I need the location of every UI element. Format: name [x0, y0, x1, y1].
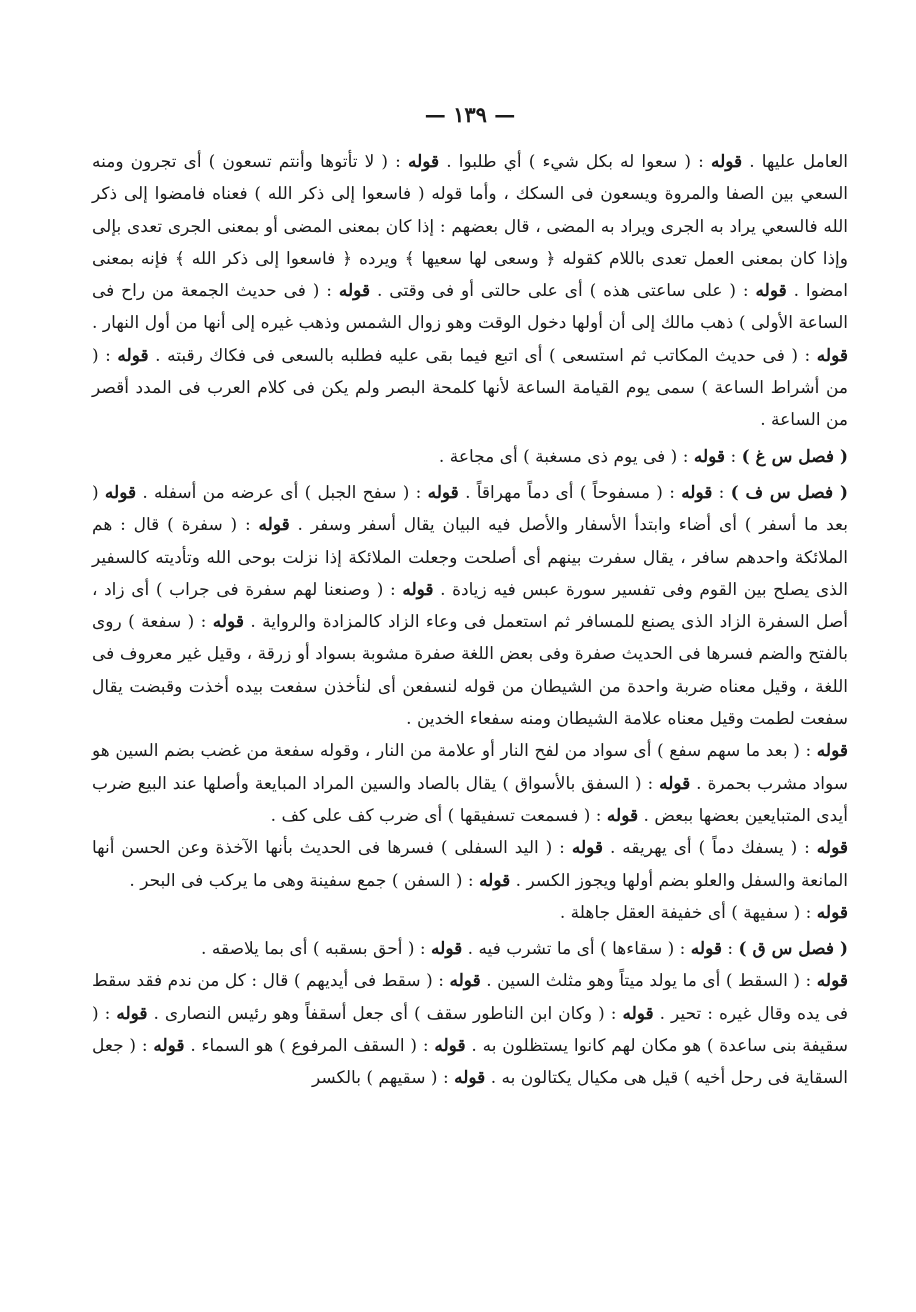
text-run: : ( سفيهة ) أى خفيفة العقل جاهلة . — [559, 902, 817, 923]
text-run: : ( سفرة ) قال : هم الملائكة واحدهم سافر ، يقال سفرت بينهم أى أصلحت وجعلت الملائكة إذا نزلت بوحى الله وتأديته كالسفير الذى يصلح بين القوم وفى تفسير سورة عبس فيه زيادة . — [92, 515, 848, 600]
keyword: ( فصل س ف ) — [730, 482, 848, 503]
keyword: قوله — [755, 281, 787, 302]
keyword: قوله — [681, 482, 713, 503]
text-run: : ( من أشراط الساعة ) سمى يوم القيامة الساعة لأنها كلمحة البصر ولم يكن فى كلام العرب فى المدد أقصر من الساعة . — [92, 345, 848, 431]
keyword: قوله — [431, 939, 463, 960]
text-run: : ( سقيهم ) بالكسر — [311, 1068, 455, 1089]
text-run: : ( السقف المرفوع ) هو السماء . — [184, 1036, 435, 1057]
keyword: قوله — [571, 838, 604, 859]
text-run: : — [722, 939, 739, 960]
text-run: : ( فى حديث المكاتب ثم استسعى ) أى اتبع فيما بقى عليه فطلبه بالسعى فى فكاك رقبته . — [148, 345, 817, 366]
text-run: : ( سقيفة بنى ساعدة ) هو مكان لهم كانوا يستظلون به . — [92, 1003, 848, 1057]
keyword: قوله — [816, 971, 848, 992]
keyword: قوله — [258, 515, 290, 536]
text-run: : ( وكان ابن الناطور سقف ) أى جعل أسقفاً وهو رئيس النصارى . — [147, 1003, 623, 1024]
body-text — [92, 146, 848, 1095]
text-run: : ( بعد ما سهم سفع ) أى سواد من لفح النار أو علامة من النار ، وقوله سفعة من غضب بضم السين هو سواد مشرب بحمرة . — [92, 741, 848, 794]
keyword: قوله — [427, 482, 459, 503]
paragraph — [92, 965, 848, 1094]
keyword: قوله — [449, 971, 481, 992]
text-run: العامل عليها . — [742, 152, 849, 172]
keyword: قوله — [116, 1003, 148, 1024]
text-run: ( بعد ما أسفر ) أى أضاء وابتدأ الأسفار والأصل فيه البيان يقال أسفر وسفر . — [92, 482, 848, 536]
text-run: : ( على ساعتى هذه ) أى على حالتى أو فى وقتى . — [370, 281, 756, 302]
text-run: : ( سقاءها ) أى ما تشرب فيه . — [462, 939, 691, 960]
keyword: قوله — [710, 152, 743, 172]
keyword: قوله — [104, 482, 137, 503]
keyword: قوله — [153, 1036, 185, 1057]
paragraph — [92, 477, 848, 735]
keyword: قوله — [816, 741, 848, 762]
keyword: قوله — [454, 1068, 486, 1089]
keyword: قوله — [816, 345, 848, 366]
text-run: : ( مسفوحاً ) أى دماً مهراقاً . — [458, 482, 682, 503]
text-run: : ( اليد السفلى ) فسرها فى الحديث بأنها الآخذة وعن الحسن أنها المانعة والسفل والعلو بضم أولها ويجوز الكسر . — [92, 838, 848, 891]
text-run: : ( جعل السقاية فى رحل أخيه ) قيل هى مكيال يكتالون به . — [92, 1036, 848, 1089]
keyword: قوله — [816, 902, 848, 923]
paragraph — [92, 735, 848, 832]
text-run: : ( السفن ) جمع سفينة وهى ما يركب فى البحر . — [129, 870, 480, 891]
keyword: قوله — [690, 939, 722, 960]
keyword: قوله — [693, 446, 726, 467]
paragraph — [92, 441, 848, 473]
keyword: قوله — [434, 1036, 466, 1057]
keyword: قوله — [117, 345, 149, 366]
keyword: قوله — [816, 838, 848, 859]
paragraph — [92, 897, 848, 929]
keyword: قوله — [479, 870, 511, 891]
keyword: قوله — [212, 612, 244, 633]
keyword: قوله — [407, 152, 440, 172]
text-run: : ( فى حديث الجمعة من راح فى الساعة الأولى ) ذهب مالك إلى أن أولها دخول الوقت وهو زوال الشمس وذهب غيره إلى أنها من أول النهار . — [92, 281, 848, 334]
paragraph — [92, 146, 848, 437]
text-run: : ( وصنعنا لهم سفرة فى جراب ) أى زاد ، أصل السفرة الزاد الذى يصنع للمسافر ثم استعمل فى وعاء الزاد كالمزادة والرواية . — [92, 579, 848, 633]
page-number: — ١٣٩ — — [424, 102, 516, 127]
paragraph — [92, 832, 848, 897]
keyword: قوله — [622, 1003, 654, 1024]
text-run: : ( سفعة ) روى بالفتح والضم فسرها فى الحديث صفرة وفى بعض اللغة صفرة مشوبة بسواد أو زرقة ، وقيل غير معروف فى اللغة ، وقيل معناه ضربة واحدة من الشيطان من قوله لنسفعن أى لنأخذن سفعت بيده أخذت وقبضت يقال سفعت لطمت وقيل معناه علامة الشيطان ومنه سفعاء الخدين . — [92, 612, 848, 730]
keyword: ( فصل س غ ) — [741, 446, 848, 467]
keyword: قوله — [338, 281, 371, 302]
paragraph — [92, 933, 848, 965]
text-run: : — [712, 482, 731, 503]
text-run: : ( سفح الجبل ) أى عرضه من أسفله . — [136, 482, 428, 503]
text-run: : ( يسفك دماً ) أى يهريقه . — [603, 838, 817, 859]
keyword: قوله — [659, 773, 691, 794]
text-run: : ( سقط فى أيديهم ) قال : كل من ندم فقد سقط فى يده وقال غيره : تحير . — [92, 971, 848, 1024]
keyword: قوله — [402, 579, 434, 600]
text-run: : — [725, 446, 742, 467]
text-run: : ( السفق بالأسواق ) يقال بالصاد والسين المراد المبايعة وأصلها عند البيع ضرب أيدى المتبايعين بعضها ببعض . — [92, 773, 848, 826]
text-run: : ( السقط ) أى ما يولد ميتاً وهو مثلث السين . — [480, 971, 817, 992]
keyword: قوله — [606, 805, 639, 826]
text-run: : ( سعوا له بكل شيء ) أي طلبوا . — [439, 152, 711, 172]
text-run: : ( لا تأتوها وأنتم تسعون ) أى تجرون ومنه السعي بين الصفا والمروة ويسعون فى السكك ، وأما قوله ( فاسعوا إلى ذكر الله ) فعناه فامضوا إلى ذكر الله فالسعي يراد به الجرى ويراد به المضى ، قال بعضهم : إذا كان بمعنى المضى أو بمعنى الجرى تعدى بإلى وإذا كان بمعنى العمل تعدى باللام كقوله ﴿ وسعى لها سعيها ﴾ ويرده ﴿ فاسعوا إلى ذكر الله ﴾ فإنه بمعنى امضوا . — [92, 152, 848, 302]
keyword: ( فصل س ق ) — [738, 939, 848, 960]
text-run: : ( فسمعت تسفيقها ) أى ضرب كف على كف . — [270, 805, 607, 826]
text-run: : ( فى يوم ذى مسغبة ) أى مجاعة . — [438, 446, 694, 467]
text-run: : ( أحق بسقبه ) أى بما يلاصقه . — [201, 939, 432, 960]
